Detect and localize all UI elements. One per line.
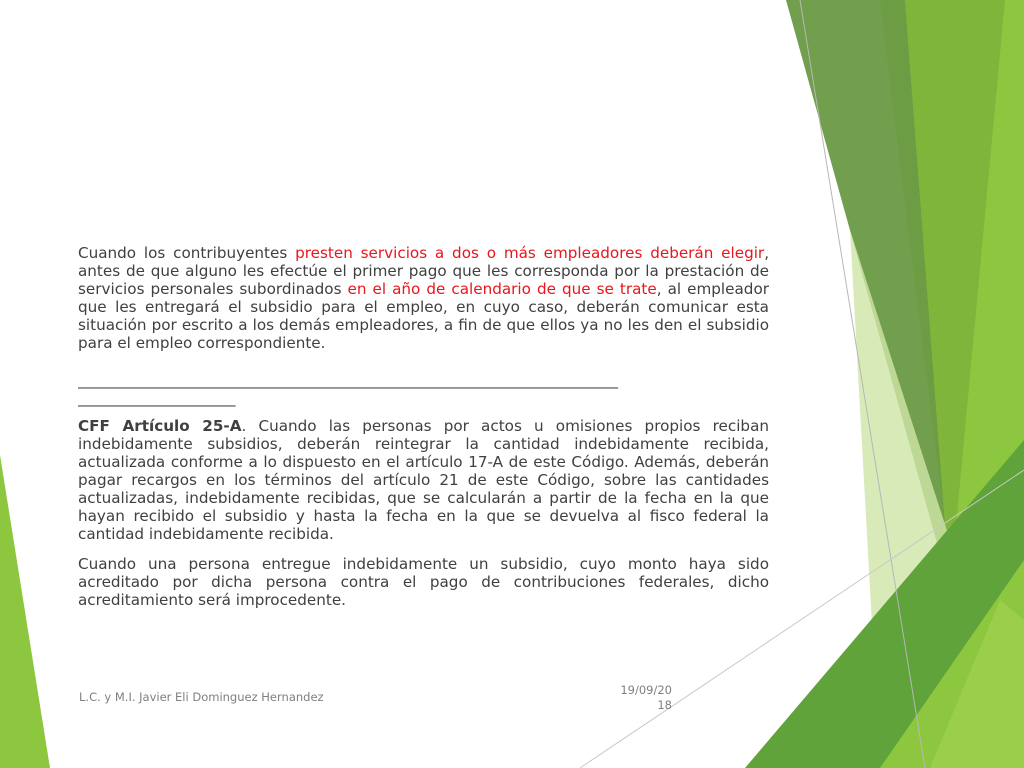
separator-line-2: _____________________ bbox=[78, 389, 236, 407]
paragraph-subsidy-employers bbox=[78, 244, 769, 352]
left-green-sliver bbox=[0, 455, 50, 768]
footer-author: L.C. y M.I. Javier Eli Dominguez Hernandez bbox=[79, 690, 324, 704]
separator-line bbox=[78, 371, 769, 407]
paragraph-cff-article bbox=[78, 417, 769, 543]
paragraph1-highlight-b: en el año de calendario de que se trate bbox=[347, 280, 657, 298]
paragraph1-text-b: , antes de que alguno les efectúe el primer pago que les corresponda por la prestación de servicios personales subordinados bbox=[78, 244, 770, 298]
article-reference: CFF Artículo 25-A bbox=[78, 417, 242, 435]
footer-date: 19/09/2018 bbox=[620, 683, 672, 712]
paragraph1-text-a: Cuando los contribuyentes bbox=[78, 244, 296, 262]
paragraph1-highlight-a: presten servicios a dos o más empleadores deberán elegir bbox=[295, 244, 765, 262]
paragraph-improper-credit: Cuando una persona entregue indebidamente un subsidio, cuyo monto haya sido acreditado por dicha persona contra el pago de contribuciones federales, dicho acreditamiento será improcedente. bbox=[78, 555, 769, 609]
slide-body bbox=[78, 244, 769, 609]
separator-line-1: ________________________________________________________________________ bbox=[78, 371, 618, 389]
article-text: . Cuando las personas por actos u omisiones propios reciban indebidamente subsidios, deberán reintegrar la cantidad indebidamente recibida, actualizada conforme a lo dispuesto en el artículo 17-A de este Código. Además, deberán pagar recargos en los términos del artículo 21 de este Código, sobre las cantidades actualizadas, indebidamente recibidas, que se calcularán a partir de la fecha en la que hayan recibido el subsidio y hasta la fecha en la que se devuelva al fisco federal la cantidad indebidamente recibida. bbox=[78, 417, 770, 543]
paragraph1-text-c: , al empleador que les entregará el subsidio para el empleo, en cuyo caso, deberán comunicar esta situación por escrito a los demás empleadores, a fin de que ellos ya no les den el subsidio para el empleo correspondiente. bbox=[78, 280, 769, 352]
